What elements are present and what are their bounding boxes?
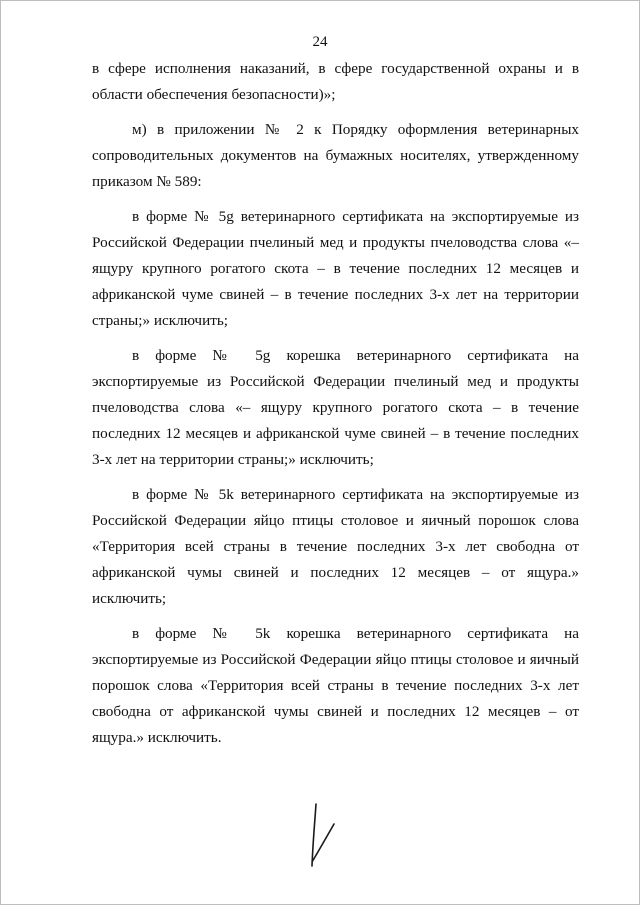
handwritten-signature	[300, 800, 340, 872]
paragraph-3: в форме № 5g ветеринарного сертификата на экспортируемые из Российской Федерации пчелиный мед и продукты пчеловодства слова «– ящуру крупного рогатого скота – в течение последних 12 месяцев и африканской чуме свиней – в течение последних 3-х лет на территории страны;» исключить;	[92, 208, 579, 329]
paragraph-1: в сфере исполнения наказаний, в сфере государственной охраны и в области обеспечения безопасности)»;	[92, 60, 579, 103]
paragraph-4: в форме № 5g корешка ветеринарного сертификата на экспортируемые из Российской Федерации пчелиный мед и продукты пчеловодства слова «– ящуру крупного рогатого скота – в течение последних 12 месяцев и африканской чуме свиней – в течение последних 3-х лет на территории страны;» исключить;	[92, 347, 579, 468]
paragraph-6: в форме № 5k корешка ветеринарного сертификата на экспортируемые из Российской Федерации яйцо птицы столовое и яичный порошок слова «Территория всей страны в течение последних 3-х лет свободна от африканской чумы свиней и последних 12 месяцев – от ящура.» исключить.	[92, 625, 579, 746]
paragraph-5: в форме № 5k ветеринарного сертификата на экспортируемые из Российской Федерации яйцо птицы столовое и яичный порошок слова «Территория всей страны в течение последних 3-х лет свободна от африканской чумы свиней и последних 12 месяцев – от ящура.» исключить;	[92, 486, 579, 607]
document-body	[92, 56, 579, 760]
paragraph-2: м) в приложении № 2 к Порядку оформления ветеринарных сопроводительных документов на бумажных носителях, утвержденному приказом № 589:	[92, 121, 579, 190]
page-number: 24	[312, 34, 328, 50]
